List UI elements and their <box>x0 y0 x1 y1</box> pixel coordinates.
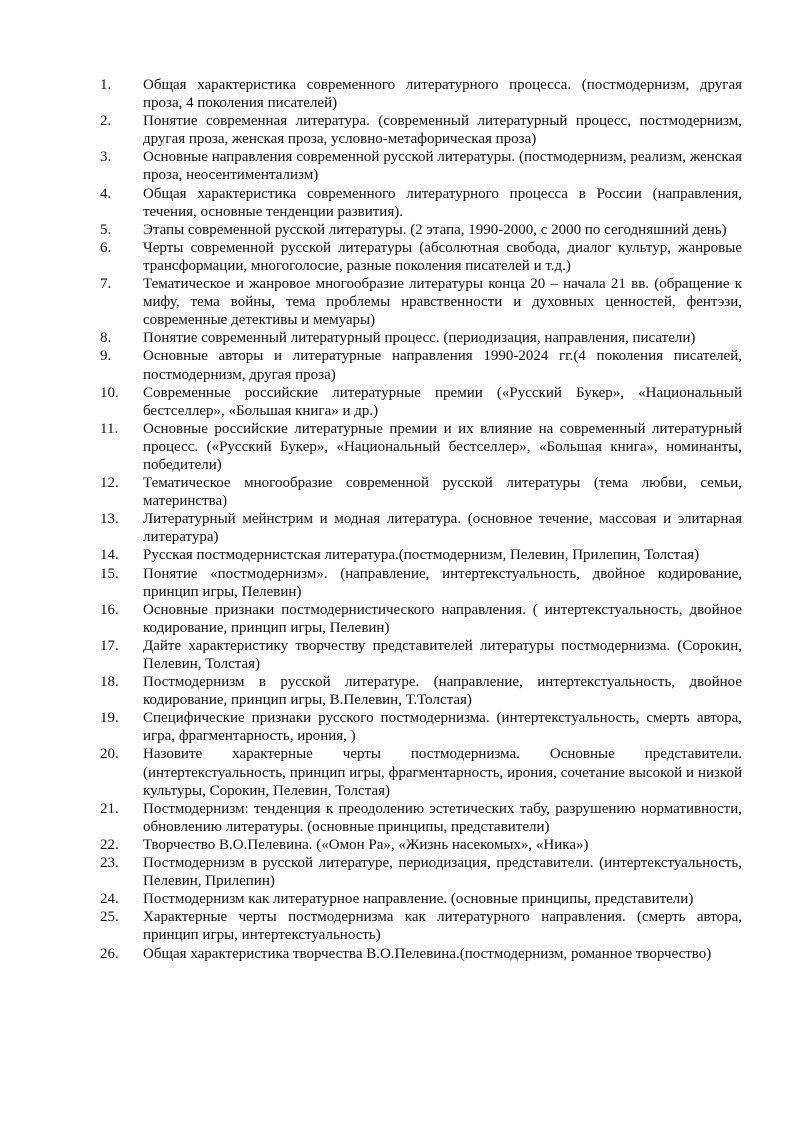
list-item <box>100 185 742 221</box>
item-number: 7. <box>100 276 112 293</box>
list-item <box>100 601 742 637</box>
item-text: Тематическое и жанровое многообразие литературы конца 20 – начала 21 вв. (обращение к мифу, тема войны, тема проблемы нравственности и духовных ценностей, фентэзи, современные детективы и мемуары) <box>143 276 742 329</box>
item-text: Постмодернизм в русской литературе. (направление, интертекстуальность, двойное кодирование, принцип игры, В.Пелевин, Т.Толстая) <box>143 674 742 709</box>
item-number: 13. <box>100 511 119 528</box>
list-item <box>100 890 742 908</box>
item-text: Дайте характеристику творчеству представителей литературы постмодернизма. (Сорокин, Пелевин, Толстая) <box>143 637 742 672</box>
list-item <box>100 329 742 347</box>
list-item <box>100 745 742 799</box>
list-item <box>100 221 742 239</box>
item-text: Основные авторы и литературные направления 1990-2024 гг.(4 поколения писателей, постмодернизм, другая проза) <box>143 348 742 383</box>
item-text: Современные российские литературные премии («Русский Букер», «Национальный бестселлер», «Большая книга» и др.) <box>143 384 742 419</box>
item-text: Литературный мейнстрим и модная литература. (основное течение, массовая и элитарная литература) <box>143 511 742 546</box>
list-item <box>100 673 742 709</box>
item-number: 17. <box>100 637 119 654</box>
item-text: Этапы современной русской литературы. (2 этапа, 1990-2000, с 2000 по сегодняшний день) <box>143 221 727 238</box>
list-item <box>100 384 742 420</box>
list-item <box>100 112 742 148</box>
item-number: 25. <box>100 909 119 926</box>
item-number: 1. <box>100 77 112 93</box>
list-item <box>100 565 742 601</box>
list-item <box>100 709 742 745</box>
item-number: 6. <box>100 239 112 256</box>
item-text: Основные направления современной русской литературы. (постмодернизм, реализм, женская проза, неосентиментализм) <box>143 149 742 184</box>
item-text: Понятие современная литература. (современный литературный процесс, постмодернизм, другая проза, женская проза, условно-метафорическая проза) <box>143 113 742 148</box>
item-text: Основные российские литературные премии и их влияние на современный литературный процесс. («Русский Букер», «Национальный бестселлер», «Большая книга», номинанты, победители) <box>143 420 742 473</box>
item-text: Черты современной русской литературы (абсолютная свобода, диалог культур, жанровые трансформации, многоголосие, разные поколения писателей и т.д.) <box>143 239 742 274</box>
item-text: Общая характеристика современного литературного процесса в России (направления, течения, основные тенденции развития). <box>143 185 742 220</box>
list-item <box>100 148 742 184</box>
list-item <box>100 420 742 474</box>
item-number: 11. <box>100 420 119 437</box>
item-text: Общая характеристика современного литературного процесса. (постмодернизм, другая проза, 4 поколения писателей) <box>143 77 742 112</box>
list-item <box>100 854 742 890</box>
item-text: Постмодернизм: тенденция к преодолению эстетических табу, разрушению нормативности, обновлению литературы. (основные принципы, представители) <box>143 800 742 835</box>
item-number: 2. <box>100 113 112 130</box>
list-item <box>100 546 742 564</box>
item-text: Русская постмодернистская литература.(постмодернизм, Пелевин, Прилепин, Толстая) <box>143 547 700 564</box>
item-number: 22. <box>100 836 119 853</box>
item-number: 20. <box>100 746 119 763</box>
item-number: 19. <box>100 710 119 727</box>
list-item <box>100 836 742 854</box>
item-number: 26. <box>100 945 119 962</box>
list-item <box>100 800 742 836</box>
list-item <box>100 239 742 275</box>
list-item <box>100 347 742 383</box>
item-text: Основные признаки постмодернистического направления. ( интертекстуальность, двойное кодирование, принцип игры, Пелевин) <box>143 601 742 636</box>
item-number: 4. <box>100 185 112 202</box>
list-item <box>100 945 742 963</box>
item-number: 16. <box>100 601 119 618</box>
item-number: 5. <box>100 221 112 238</box>
item-text: Творчество В.О.Пелевина. («Омон Ра», «Жизнь насекомых», «Ника») <box>143 836 589 853</box>
item-number: 9. <box>100 348 112 365</box>
list-item <box>100 908 742 944</box>
item-text: Понятие «постмодернизм». (направление, интертекстуальность, двойное кодирование, принцип игры, Пелевин) <box>143 565 742 600</box>
item-text: Постмодернизм как литературное направление. (основные принципы, представители) <box>143 891 694 908</box>
question-list <box>100 76 742 963</box>
item-text: Назовите характерные черты постмодернизма. Основные представители. (интертекстуальность, принцип игры, фрагментарность, ирония, сочетание высокой и низкой культуры, Сорокин, Пелевин, Толстая) <box>143 746 742 799</box>
item-number: 15. <box>100 565 119 582</box>
item-number: 21. <box>100 800 119 817</box>
item-text: Понятие современный литературный процесс. (периодизация, направления, писатели) <box>143 330 696 347</box>
item-number: 18. <box>100 674 119 691</box>
item-number: 23. <box>100 855 119 872</box>
item-text: Общая характеристика творчества В.О.Пелевина.(постмодернизм, романное творчество) <box>143 945 712 962</box>
item-text: Специфические признаки русского постмодернизма. (интертекстуальность, смерть автора, игра, фрагментарность, ирония, ) <box>143 710 742 745</box>
list-item <box>100 637 742 673</box>
item-number: 8. <box>100 330 112 347</box>
list-item <box>100 510 742 546</box>
list-item <box>100 275 742 329</box>
item-number: 12. <box>100 475 119 492</box>
list-item <box>100 76 742 112</box>
item-number: 14. <box>100 547 119 564</box>
item-number: 24. <box>100 891 119 908</box>
item-number: 3. <box>100 149 112 166</box>
item-text: Тематическое многообразие современной русской литературы (тема любви, семьи, материнства) <box>143 475 742 510</box>
item-number: 10. <box>100 384 119 401</box>
item-text: Характерные черты постмодернизма как литературного направления. (смерть автора, принцип игры, интертекстуальность) <box>143 909 742 944</box>
item-text: Постмодернизм в русской литературе, периодизация, представители. (интертекстуальность, Пелевин, Прилепин) <box>143 855 742 890</box>
list-item <box>100 474 742 510</box>
